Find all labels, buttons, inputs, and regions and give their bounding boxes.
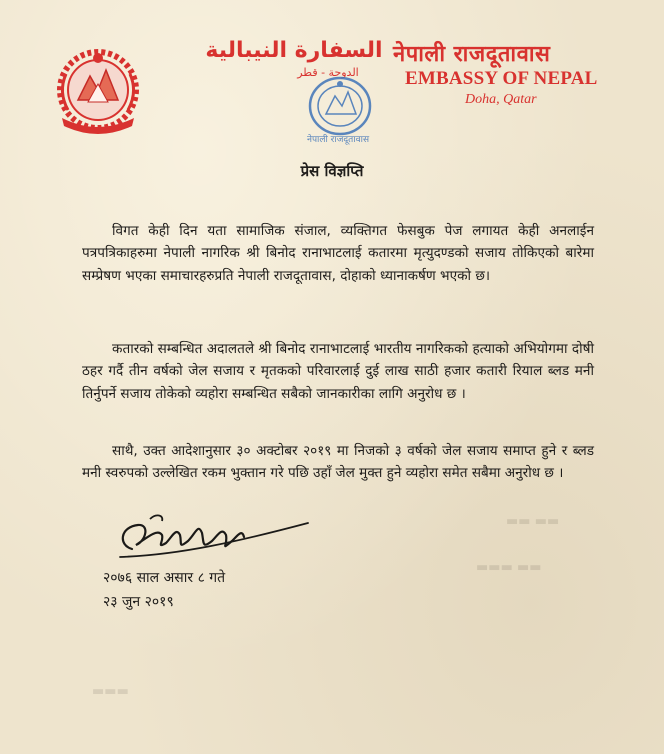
stamp-text: नेपाली राजदूतावास xyxy=(306,135,370,145)
paragraph-3: साथै, उक्त आदेशानुसार ३० अक्टोबर २०१९ मा निजको ३ वर्षको जेल सजाय समाप्त हुने र ब्लड मनी स्वरुपको उल्लेखित रकम भुक्तान गरे पछि उहाँ जेल मुक्त हुने व्यहोरा समेत सबैमा अनुरोध छ । xyxy=(82,442,594,482)
nepal-emblem-icon xyxy=(48,40,148,140)
embassy-stamp xyxy=(290,68,386,156)
date-nepali: २०७६ साल असार ८ गते xyxy=(103,570,226,586)
paragraph-2: कतारको सम्बन्धित अदालतले श्री बिनोद रानाभाटलाई भारतीय नागरिकको हत्याको अभियोगमा दोषी ठहर गर्दै तीन वर्षको जेल सजाय र मृतकको परिवारलाई दुई लाख साठी हजार कतारी रियाल ब्लड मनी तिर्नुपर्ने सजाय तोकेको व्यहोरा सम्बन्धित सबैको जानकारीका लागि अनुरोध छ । xyxy=(82,340,594,402)
paragraph-1: विगत केही दिन यता सामाजिक संजाल, व्यक्तिगत फेसबुक पेज लगायत केही अनलाईन पत्रपत्रिकाहरुमा नेपाली नागरिक श्री बिनोद रानाभाटलाई कतारमा मृत्युदण्डको सजाय तोकिएको बारेमा सम्प्रेषण भएका समाचारहरुप्रति नेपाली राजदूतावास, दोहाको ध्यानाकर्षण भएको छ। xyxy=(82,222,594,284)
letterhead-arabic-title: السفارة النيبالية xyxy=(205,38,383,63)
letterhead-arabic-city: الدوحة - قطر xyxy=(297,66,359,79)
document-title: प्रेस विज्ञप्ति xyxy=(300,162,364,180)
show-through-mark: ▬▬▬ xyxy=(92,684,129,699)
date-gregorian: २३ जुन २०१९ xyxy=(103,594,174,610)
letterhead-english-title: EMBASSY OF NEPAL xyxy=(405,68,598,89)
signature xyxy=(110,505,315,565)
show-through-mark: ▬▬ ▬▬ xyxy=(506,514,560,529)
letterhead-city: Doha, Qatar xyxy=(465,92,537,107)
letterhead-nepali-title: नेपाली राजदूतावास xyxy=(393,42,551,67)
show-through-mark: ▬▬▬ ▬▬ xyxy=(476,560,542,575)
